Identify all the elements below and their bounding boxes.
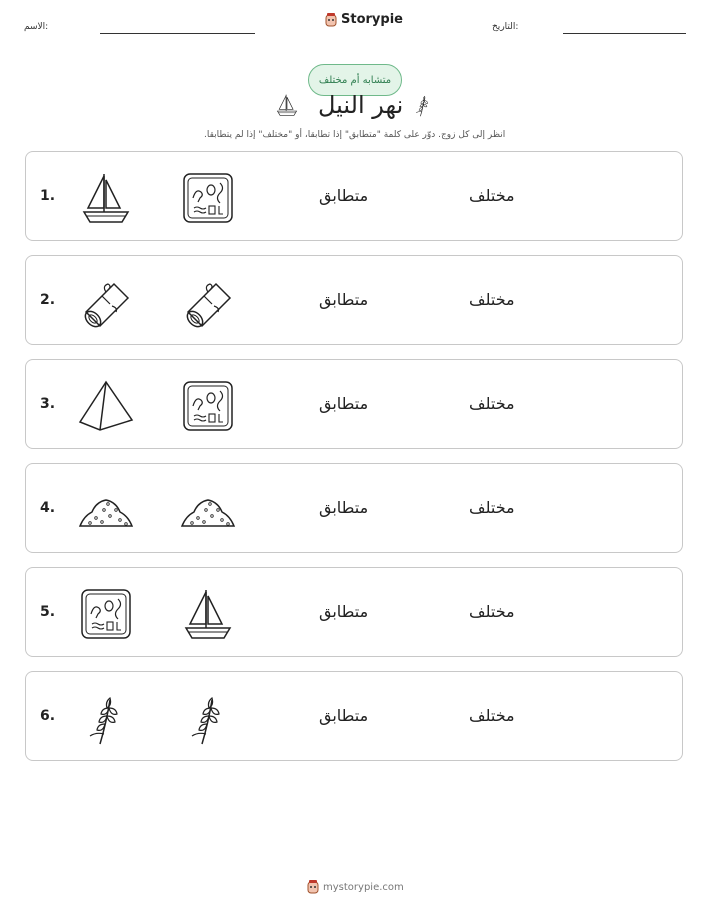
question-row-5 [25, 567, 683, 657]
name-line[interactable] [100, 33, 255, 34]
footer [307, 880, 404, 894]
date-line[interactable] [563, 33, 686, 34]
match-option[interactable]: متطابق [319, 290, 369, 309]
wheat-icon [178, 688, 238, 748]
worksheet-badge: متشابه أم مختلف [308, 64, 402, 96]
different-option[interactable]: مختلف [469, 290, 515, 309]
brand-name: Storypie [341, 12, 403, 27]
match-option[interactable]: متطابق [319, 394, 369, 413]
boat-icon [178, 584, 238, 644]
sand-pile-icon [178, 480, 238, 540]
different-option[interactable]: مختلف [469, 394, 515, 413]
match-option[interactable]: متطابق [319, 602, 369, 621]
match-option[interactable]: متطابق [319, 706, 369, 725]
match-option[interactable]: متطابق [319, 498, 369, 517]
different-option[interactable]: مختلف [469, 706, 515, 725]
question-row-3 [25, 359, 683, 449]
hieroglyph-tablet-icon [178, 376, 238, 436]
wheat-icon [76, 688, 136, 748]
brand-logo [325, 12, 403, 27]
row-number: 4. [40, 500, 56, 516]
question-row-1 [25, 151, 683, 241]
hieroglyph-tablet-icon [178, 168, 238, 228]
pyramid-icon [76, 376, 136, 436]
storypie-logo-icon [325, 13, 337, 27]
hieroglyph-tablet-icon [76, 584, 136, 644]
boat-icon [76, 168, 136, 228]
question-row-4 [25, 463, 683, 553]
question-row-2 [25, 255, 683, 345]
question-row-6 [25, 671, 683, 761]
worksheet-instructions: انظر إلى كل زوج. دوّر على كلمة "متطابق" إذا تطابقا، أو "مختلف" إذا لم يتطابقا. [204, 130, 506, 140]
boat-icon [274, 92, 300, 118]
storypie-logo-icon [307, 880, 319, 894]
row-number: 6. [40, 708, 56, 724]
scroll-icon [76, 272, 136, 332]
date-label: التاريخ: [492, 22, 519, 32]
sand-pile-icon [76, 480, 136, 540]
scroll-icon [178, 272, 238, 332]
different-option[interactable]: مختلف [469, 602, 515, 621]
row-number: 3. [40, 396, 56, 412]
worksheet-title: نهر النيل [318, 91, 404, 119]
name-label: الاسم: [24, 22, 49, 32]
row-number: 5. [40, 604, 56, 620]
different-option[interactable]: مختلف [469, 186, 515, 205]
match-option[interactable]: متطابق [319, 186, 369, 205]
row-number: 1. [40, 188, 56, 204]
row-number: 2. [40, 292, 56, 308]
wheat-icon [410, 90, 436, 120]
footer-site[interactable]: mystorypie.com [323, 881, 404, 893]
different-option[interactable]: مختلف [469, 498, 515, 517]
